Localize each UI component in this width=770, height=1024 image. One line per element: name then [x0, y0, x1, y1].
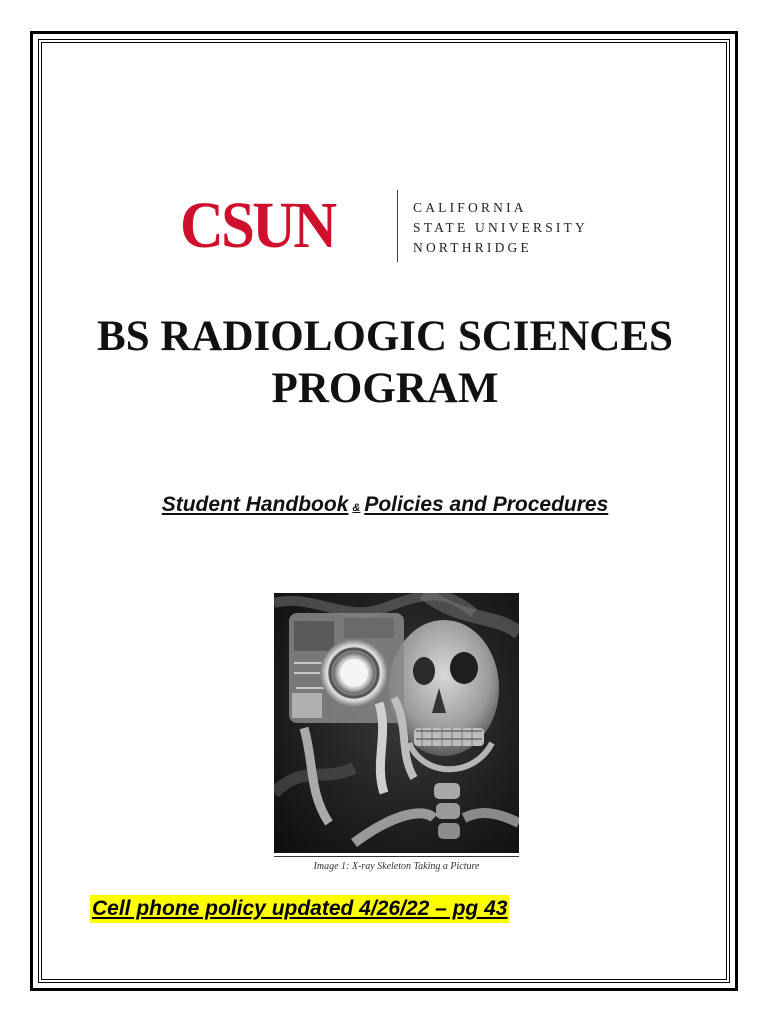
subtitle-student-handbook: Student Handbook [161, 493, 349, 516]
subtitle-policies-procedures: Policies and Procedures [364, 493, 609, 516]
logo-line-california: CALIFORNIA [413, 200, 527, 215]
logo-wordmark: CSUN [180, 189, 335, 262]
subtitle-ampersand: & [352, 502, 361, 514]
document-title-line-1: BS RADIOLOGIC SCIENCES [97, 313, 673, 360]
logo-divider [397, 190, 398, 262]
xray-skeleton-image [274, 593, 519, 853]
logo-line-northridge: NORTHRIDGE [413, 240, 532, 255]
document-subtitle [44, 493, 726, 517]
logo-line-state-university: STATE UNIVERSITY [413, 220, 588, 235]
document-title-line-2: PROGRAM [271, 365, 499, 412]
figure-caption-rule [274, 856, 519, 857]
cell-phone-policy-notice: Cell phone policy updated 4/26/22 – pg 43 [90, 895, 509, 923]
figure-caption: Image 1: X-ray Skeleton Taking a Picture [313, 861, 480, 872]
logo-university-name [413, 198, 588, 258]
